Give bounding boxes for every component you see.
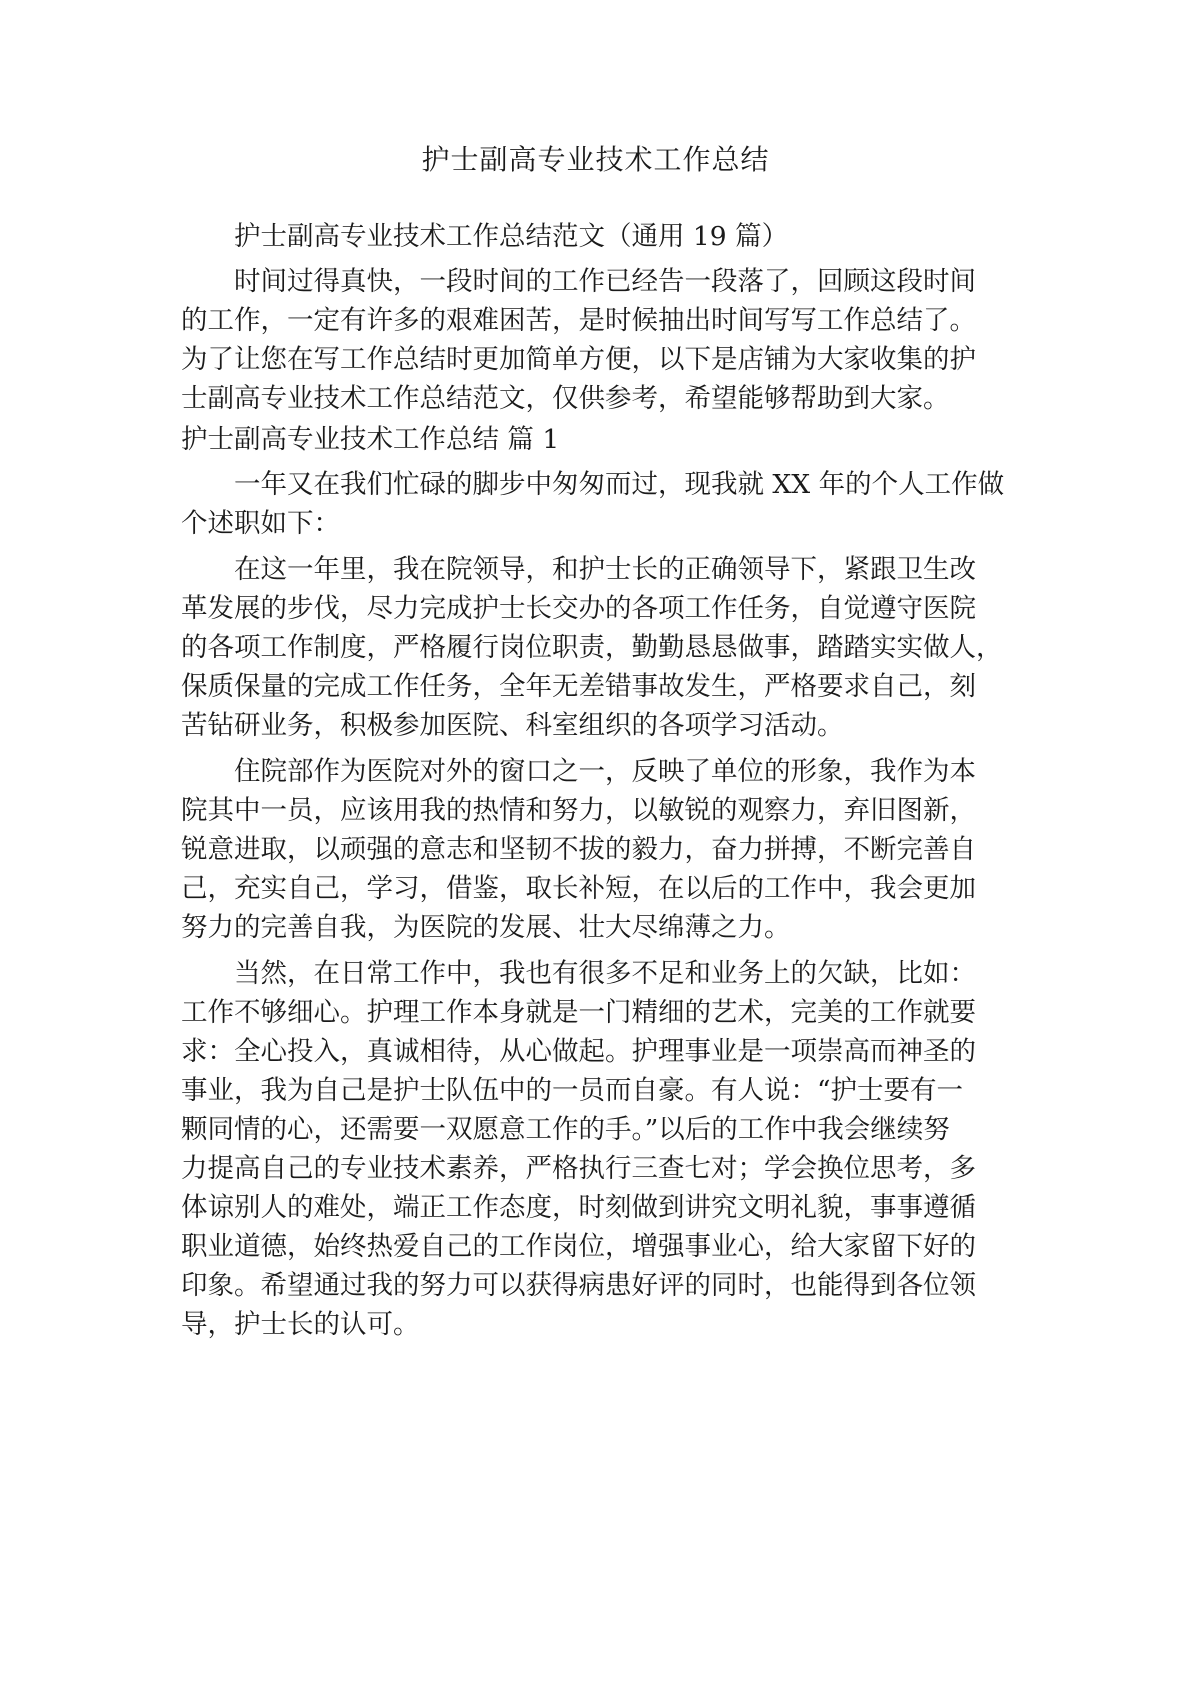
text-line: 护士副高专业技术工作总结范文（通用 19 篇） <box>234 221 789 252</box>
paragraph-4 <box>181 954 1019 1344</box>
document-title: 护士副高专业技术工作总结 <box>421 143 770 176</box>
text-line: 职业道德，始终热爱自己的工作岗位，增强事业心，给大家留下好的 <box>181 1231 976 1262</box>
paragraph-3 <box>181 752 1019 947</box>
text-line: 体谅别人的难处，端正工作态度，时刻做到讲究文明礼貌，事事遵循 <box>181 1192 976 1223</box>
text-line: 的各项工作制度，严格履行岗位职责，勤勤恳恳做事，踏踏实实做人， <box>181 632 1003 663</box>
text-line: 锐意进取，以顽强的意志和坚韧不拔的毅力，奋力拼搏，不断完善自 <box>181 834 976 865</box>
text-line: 事业，我为自己是护士队伍中的一员而自豪。有人说：“护士要有一 <box>181 1075 964 1106</box>
text-line: 求：全心投入，真诚相待，从心做起。护理事业是一项崇高而神圣的 <box>181 1036 976 1067</box>
text-line: 的工作，一定有许多的艰难困苦，是时候抽出时间写写工作总结了。 <box>181 305 976 336</box>
text-line: 己，充实自己，学习，借鉴，取长补短，在以后的工作中，我会更加 <box>181 873 976 904</box>
paragraph-1 <box>181 465 1019 543</box>
text-line: 力提高自己的专业技术素养，严格执行三查七对；学会换位思考，多 <box>181 1153 976 1184</box>
text-line: 颗同情的心，还需要一双愿意工作的手。”以后的工作中我会继续努 <box>181 1114 950 1145</box>
text-line: 保质保量的完成工作任务，全年无差错事故发生，严格要求自己，刻 <box>181 671 976 702</box>
text-line: 一年又在我们忙碌的脚步中匆匆而过，现我就 XX 年的个人工作做 <box>234 469 1005 500</box>
text-line: 努力的完善自我，为医院的发展、壮大尽绵薄之力。 <box>181 912 791 943</box>
text-line: 印象。希望通过我的努力可以获得病患好评的同时，也能得到各位领 <box>181 1270 976 1301</box>
text-line: 革发展的步伐，尽力完成护士长交办的各项工作任务，自觉遵守医院 <box>181 593 976 624</box>
text-line: 院其中一员，应该用我的热情和努力，以敏锐的观察力，弃旧图新， <box>181 795 976 826</box>
text-line: 导，护士长的认可。 <box>181 1309 420 1340</box>
text-line: 个述职如下： <box>181 508 340 539</box>
paragraph-intro <box>181 262 1019 418</box>
text-line: 士副高专业技术工作总结范文，仅供参考，希望能够帮助到大家。 <box>181 383 950 414</box>
paragraph-2 <box>181 550 1019 745</box>
text-line: 工作不够细心。护理工作本身就是一门精细的艺术，完美的工作就要 <box>181 997 976 1028</box>
text-line: 时间过得真快，一段时间的工作已经告一段落了，回顾这段时间 <box>234 266 976 297</box>
text-line: 在这一年里，我在院领导，和护士长的正确领导下，紧跟卫生改 <box>234 554 976 585</box>
text-line: 住院部作为医院对外的窗口之一，反映了单位的形象，我作为本 <box>234 756 976 787</box>
document-body <box>181 217 1019 1344</box>
section-heading <box>181 420 1019 459</box>
text-line: 为了让您在写工作总结时更加简单方便，以下是店铺为大家收集的护 <box>181 344 976 375</box>
text-line: 苦钻研业务，积极参加医院、科室组织的各项学习活动。 <box>181 710 844 741</box>
text-line: 当然，在日常工作中，我也有很多不足和业务上的欠缺，比如： <box>234 958 976 989</box>
paragraph-subtitle <box>181 217 1019 256</box>
text-line: 护士副高专业技术工作总结 篇 1 <box>181 424 560 455</box>
